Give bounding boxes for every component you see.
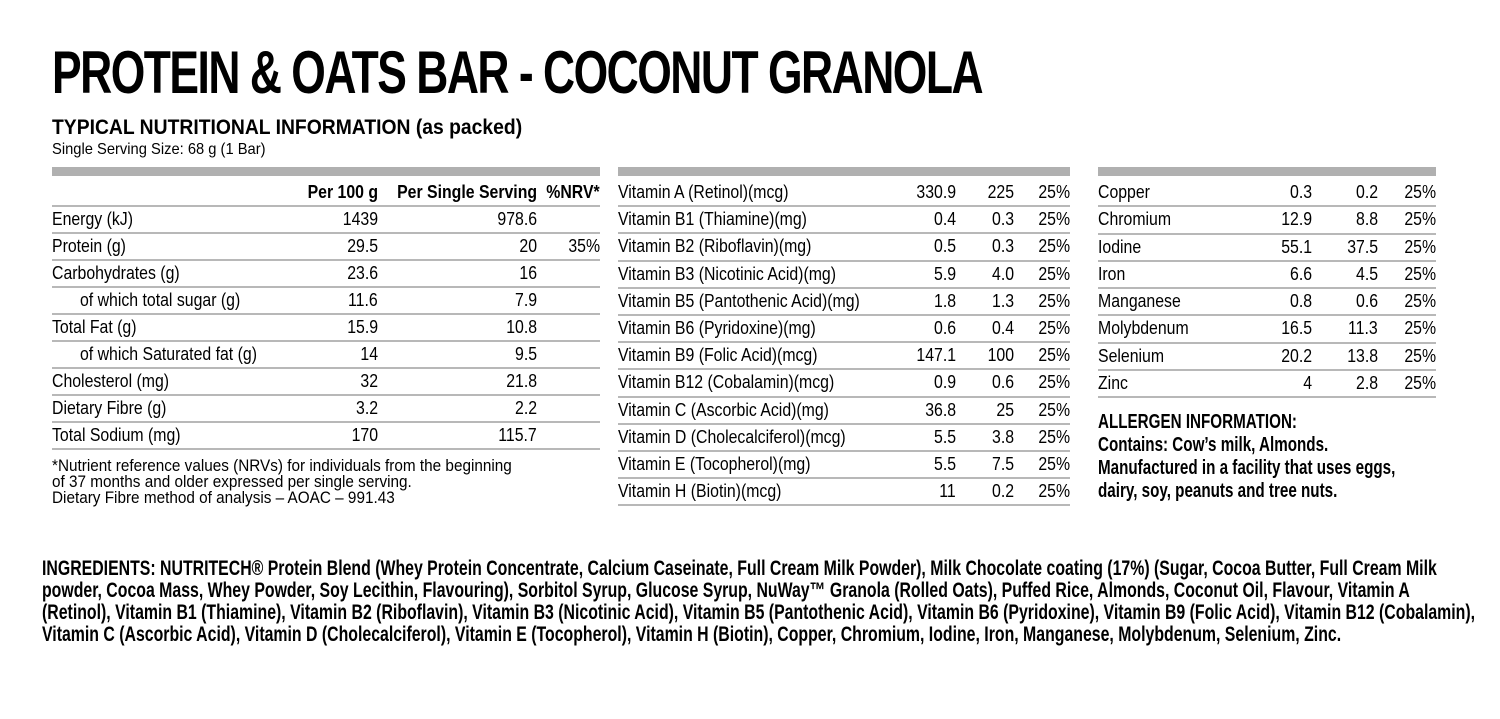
- nutrient-name: [52, 287, 286, 314]
- value-per-serving-text: 0.6: [1355, 291, 1378, 312]
- value-per-serving-text: 1.3: [991, 290, 1014, 311]
- mineral-row: [1098, 234, 1436, 261]
- value-per-100g-text: 11.6: [348, 290, 378, 310]
- value-per-serving: [956, 315, 1014, 342]
- value-per-serving-text: 978.6: [497, 209, 537, 229]
- header-per-serving: Per Single Serving: [378, 180, 537, 206]
- value-per-serving: [956, 369, 1014, 396]
- main-table-header: [52, 180, 600, 206]
- value-per-100g-text: 12.9: [1281, 209, 1312, 230]
- value-per-serving-text: 25: [996, 399, 1014, 420]
- nutrient-name-text: Vitamin B2 (Riboflavin)(mg): [618, 236, 812, 257]
- vitamin-row: [618, 315, 1070, 342]
- value-nrv-text: 25%: [1038, 182, 1070, 202]
- value-per-100g: [286, 287, 377, 314]
- value-nrv-text: 25%: [1038, 372, 1070, 393]
- allergen-facility-cont: dairy, soy, peanuts and tree nuts.: [1098, 480, 1338, 502]
- value-per-100g: [900, 288, 956, 315]
- nutrient-name: [1098, 315, 1248, 342]
- value-per-100g-text: 55.1: [1281, 236, 1312, 257]
- nutrient-name: [618, 342, 900, 369]
- ingredients-list: INGREDIENTS: NUTRITECH® Protein Blend (Whey Protein Concentrate, Calcium Caseinate, Full Cream Milk Powder), Milk Chocolate coating (17%) (Sugar, Cocoa Butter, Full Cream Milk powder, Cocoa Mass, Whey Powder, Soy Lecithin, Flavouring), Sorbitol Syrup, Glucose Syrup, NuWay™ Granola (Rolled Oats), Puffed Rice, Almonds, Coconut Oil, Flavour, Vitamin A (Retinol), Vitamin B1 (Thiamine), Vitamin B2 (Riboflavin), Vitamin B3 (Nicotinic Acid), Vitamin B5 (Pantothenic Acid), Vitamin B6 (Pyridoxine), Vitamin B9 (Folic Acid), Vitamin B12 (Cobalamin), Vitamin C (Ascorbic Acid), Vitamin D (Cholecalciferol), Vitamin E (Tocopherol), Vitamin H (Biotin), Copper, Chromium, Iodine, Iron, Manganese, Molybdenum, Selenium, Zinc.: [42, 557, 1476, 646]
- nutrient-name-text: Vitamin A (Retinol)(mcg): [618, 182, 789, 202]
- nutrient-name: [618, 451, 900, 478]
- value-per-serving: [1312, 261, 1378, 288]
- value-per-serving-text: 4.0: [991, 263, 1014, 284]
- nutrient-name-text: Selenium: [1098, 345, 1165, 366]
- value-nrv-text: 25%: [1038, 426, 1070, 447]
- nutrient-name: [52, 395, 286, 422]
- value-nrv: [1014, 180, 1070, 206]
- mineral-row: [1098, 370, 1436, 397]
- value-nrv: [1378, 288, 1436, 315]
- value-nrv-text: 25%: [1404, 263, 1436, 284]
- nutrient-name-text: Protein (g): [52, 236, 126, 256]
- nutrient-name: [618, 315, 900, 342]
- nutrient-name: [52, 422, 286, 449]
- value-nrv: [537, 314, 600, 341]
- value-per-serving: [1312, 288, 1378, 315]
- value-nrv: [1014, 261, 1070, 288]
- serving-size: Single Serving Size: 68 g (1 Bar): [52, 141, 266, 158]
- value-per-100g-text: 16.5: [1281, 318, 1312, 339]
- value-per-100g-text: 11: [939, 481, 956, 502]
- value-per-100g: [286, 314, 377, 341]
- nutrient-name: [618, 424, 900, 451]
- nutrient-name-text: Copper: [1098, 182, 1150, 202]
- value-per-serving-text: 2.2: [514, 398, 537, 418]
- nutrition-row: [52, 287, 600, 314]
- value-per-100g: [286, 233, 377, 260]
- nutrient-name-text: Manganese: [1098, 291, 1181, 312]
- value-nrv-text: 25%: [1038, 318, 1070, 339]
- value-per-100g-text: 5.5: [933, 454, 956, 475]
- value-per-serving: [1312, 206, 1378, 233]
- nutrient-name-text: Vitamin B3 (Nicotinic Acid)(mg): [618, 263, 837, 284]
- mineral-row: [1098, 343, 1436, 370]
- value-per-100g: [1248, 261, 1312, 288]
- allergen-contains: Contains: Cow’s milk, Almonds.: [1098, 434, 1329, 456]
- nutrient-name: [52, 314, 286, 341]
- nrv-footnote: [52, 458, 512, 506]
- value-per-100g-text: 4: [1303, 373, 1312, 394]
- nutrition-row: [52, 368, 600, 395]
- nutrient-name-text: of which Saturated fat (g): [80, 344, 257, 364]
- vitamin-row: [618, 261, 1070, 288]
- nutrient-name-text: Energy (kJ): [52, 209, 133, 229]
- nutrient-name-text: Vitamin E (Tocopherol)(mg): [618, 454, 811, 475]
- nutrient-name-text: of which total sugar (g): [80, 290, 241, 310]
- allergen-information: [1098, 411, 1395, 503]
- value-nrv-text: 25%: [1038, 209, 1070, 230]
- nutrient-name: [618, 369, 900, 396]
- value-per-100g: [900, 233, 956, 260]
- allergen-heading: ALLERGEN INFORMATION:: [1098, 411, 1297, 433]
- nutrient-name: [52, 206, 286, 233]
- value-per-serving: [956, 233, 1014, 260]
- minerals-table: [1098, 180, 1436, 398]
- value-per-serving-text: 13.8: [1347, 345, 1378, 366]
- vitamin-row: [618, 180, 1070, 206]
- value-nrv-text: 25%: [1404, 236, 1436, 257]
- value-per-100g: [900, 261, 956, 288]
- value-nrv-text: 25%: [1404, 373, 1436, 394]
- value-per-serving-text: 9.5: [514, 344, 537, 364]
- value-per-100g: [1248, 315, 1312, 342]
- nutrition-subtitle: TYPICAL NUTRITIONAL INFORMATION (as packed): [52, 116, 523, 139]
- value-nrv: [537, 341, 600, 368]
- value-nrv: [1014, 315, 1070, 342]
- vitamin-row: [618, 206, 1070, 233]
- value-per-100g-text: 5.9: [933, 263, 956, 284]
- value-per-100g: [1248, 180, 1312, 206]
- mineral-row: [1098, 261, 1436, 288]
- value-nrv: [1014, 369, 1070, 396]
- value-per-serving: [1312, 315, 1378, 342]
- value-per-100g-text: 0.6: [933, 318, 956, 339]
- value-per-serving-text: 225: [987, 182, 1014, 202]
- value-per-serving-text: 8.8: [1355, 209, 1378, 230]
- value-per-serving-text: 21.8: [505, 371, 537, 391]
- value-per-serving-text: 0.6: [991, 372, 1014, 393]
- value-nrv: [537, 206, 600, 233]
- value-per-serving: [378, 314, 537, 341]
- nutrient-name: [618, 233, 900, 260]
- value-per-serving-text: 3.8: [991, 426, 1014, 447]
- value-per-serving-text: 0.2: [1355, 182, 1378, 202]
- value-per-serving-text: 7.5: [991, 454, 1014, 475]
- vitamin-row: [618, 233, 1070, 260]
- nutrient-name: [618, 180, 900, 206]
- nutrient-name: [1098, 234, 1248, 261]
- value-nrv: [1014, 206, 1070, 233]
- value-nrv-text: 25%: [1038, 454, 1070, 475]
- value-nrv: [1378, 206, 1436, 233]
- value-per-serving: [378, 206, 537, 233]
- value-per-100g: [1248, 206, 1312, 233]
- value-per-100g: [1248, 370, 1312, 397]
- value-per-serving: [956, 288, 1014, 315]
- product-title: PROTEIN & OATS BAR - COCONUT GRANOLA: [52, 39, 983, 106]
- value-per-100g-text: 20.2: [1281, 345, 1312, 366]
- value-nrv-text: 25%: [1404, 345, 1436, 366]
- value-per-serving-text: 37.5: [1347, 236, 1378, 257]
- value-per-100g: [900, 451, 956, 478]
- value-per-100g-text: 29.5: [346, 236, 378, 256]
- value-per-serving-text: 0.3: [991, 236, 1014, 257]
- value-nrv: [1378, 180, 1436, 206]
- nutrient-name: [1098, 343, 1248, 370]
- value-per-100g-text: 14: [360, 344, 378, 364]
- footnote-line: of 37 months and older expressed per single serving.: [52, 472, 412, 491]
- value-per-serving: [956, 397, 1014, 424]
- value-per-100g-text: 330.9: [916, 182, 956, 202]
- value-nrv-text: 25%: [1038, 263, 1070, 284]
- value-per-serving: [956, 478, 1014, 505]
- value-per-serving-text: 20: [519, 236, 537, 256]
- value-per-100g: [900, 397, 956, 424]
- value-per-serving: [378, 368, 537, 395]
- nutrient-name: [1098, 370, 1248, 397]
- value-per-100g: [1248, 288, 1312, 315]
- value-per-100g-text: 32: [360, 371, 378, 391]
- nutrient-name: [618, 288, 900, 315]
- value-nrv: [537, 260, 600, 287]
- value-nrv: [1014, 233, 1070, 260]
- nutrition-row: [52, 314, 600, 341]
- value-nrv-text: 25%: [1404, 182, 1436, 202]
- footnote-line: *Nutrient reference values (NRVs) for individuals from the beginning: [52, 456, 512, 475]
- mineral-row: [1098, 206, 1436, 233]
- value-per-100g: [286, 260, 377, 287]
- vitamins-table: [618, 180, 1070, 506]
- value-nrv: [537, 395, 600, 422]
- value-per-serving-text: 16: [519, 263, 537, 283]
- nutrient-name: [52, 341, 286, 368]
- value-per-serving: [956, 451, 1014, 478]
- nutrient-name: [618, 397, 900, 424]
- value-per-serving: [956, 261, 1014, 288]
- value-per-100g-text: 36.8: [925, 399, 956, 420]
- value-per-100g: [900, 478, 956, 505]
- nutrient-name: [618, 478, 900, 505]
- value-per-serving: [1312, 370, 1378, 397]
- value-nrv: [1014, 342, 1070, 369]
- value-nrv: [1014, 288, 1070, 315]
- value-nrv-text: 25%: [1038, 345, 1070, 366]
- value-per-100g: [1248, 343, 1312, 370]
- nutrient-name-text: Dietary Fibre (g): [52, 398, 167, 418]
- value-per-serving: [378, 260, 537, 287]
- value-per-100g: [900, 424, 956, 451]
- value-per-100g: [900, 206, 956, 233]
- value-per-100g-text: 3.2: [355, 398, 378, 418]
- nutrient-name-text: Cholesterol (mg): [52, 371, 170, 391]
- nutrient-name-text: Vitamin H (Biotin)(mcg): [618, 481, 782, 502]
- value-nrv-text: 25%: [1038, 290, 1070, 311]
- value-per-serving: [378, 287, 537, 314]
- value-nrv-text: 25%: [1404, 291, 1436, 312]
- value-nrv-text: 25%: [1404, 318, 1436, 339]
- nutrient-name-text: Molybdenum: [1098, 318, 1189, 339]
- mineral-row: [1098, 315, 1436, 342]
- value-per-serving: [1312, 180, 1378, 206]
- value-nrv-text: 25%: [1038, 399, 1070, 420]
- value-nrv: [1378, 261, 1436, 288]
- value-per-100g: [900, 315, 956, 342]
- value-per-100g-text: 170: [351, 425, 378, 445]
- value-per-serving: [1312, 343, 1378, 370]
- nutrition-row: [52, 422, 600, 449]
- value-per-100g: [1248, 234, 1312, 261]
- mineral-row: [1098, 180, 1436, 206]
- value-per-100g-text: 0.3: [1289, 182, 1312, 202]
- vitamins-table-top-bar: [618, 167, 1070, 176]
- header-per-100g: Per 100 g: [286, 180, 377, 206]
- value-per-100g-text: 15.9: [346, 317, 378, 337]
- nutrient-name-text: Iron: [1098, 263, 1126, 284]
- value-per-serving-text: 10.8: [505, 317, 537, 337]
- value-per-100g: [900, 369, 956, 396]
- value-per-100g: [286, 206, 377, 233]
- value-per-100g: [286, 368, 377, 395]
- value-nrv: [1014, 451, 1070, 478]
- value-per-100g: [286, 395, 377, 422]
- nutrient-name-text: Vitamin D (Cholecalciferol)(mcg): [618, 426, 846, 447]
- nutrition-row: [52, 341, 600, 368]
- value-per-serving-text: 0.3: [991, 209, 1014, 230]
- value-nrv: [537, 422, 600, 449]
- nutrient-name-text: Total Sodium (mg): [52, 425, 181, 445]
- value-nrv: [537, 368, 600, 395]
- nutrient-name: [1098, 206, 1248, 233]
- vitamin-row: [618, 342, 1070, 369]
- value-per-100g-text: 0.5: [933, 236, 956, 257]
- nutrition-row: [52, 260, 600, 287]
- value-per-serving: [378, 395, 537, 422]
- value-nrv: [537, 233, 600, 260]
- value-per-100g-text: 1.8: [933, 290, 956, 311]
- nutrient-name: [52, 260, 286, 287]
- value-per-100g-text: 5.5: [933, 426, 956, 447]
- value-per-100g: [900, 342, 956, 369]
- vitamin-row: [618, 478, 1070, 505]
- value-per-serving-text: 100: [987, 345, 1014, 366]
- value-per-100g-text: 0.9: [933, 372, 956, 393]
- mineral-row: [1098, 288, 1436, 315]
- nutrient-name: [618, 261, 900, 288]
- value-per-100g: [286, 422, 377, 449]
- nutrient-name-text: Zinc: [1098, 373, 1128, 394]
- nutrient-name-text: Vitamin C (Ascorbic Acid)(mg): [618, 399, 829, 420]
- nutrient-name-text: Total Fat (g): [52, 317, 137, 337]
- nutrient-name: [52, 233, 286, 260]
- value-nrv: [1014, 397, 1070, 424]
- value-per-100g-text: 147.1: [916, 345, 956, 366]
- main-nutrition-table: [52, 180, 600, 450]
- nutrient-name: [1098, 261, 1248, 288]
- value-per-serving: [956, 342, 1014, 369]
- vitamin-row: [618, 424, 1070, 451]
- nutrient-name-text: Vitamin B1 (Thiamine)(mg): [618, 209, 807, 230]
- nutrient-name: [618, 206, 900, 233]
- footnote-line: Dietary Fibre method of analysis – AOAC – 991.43: [52, 488, 395, 507]
- value-nrv: [1014, 478, 1070, 505]
- value-per-100g-text: 1439: [342, 209, 378, 229]
- value-per-serving-text: 0.4: [991, 318, 1014, 339]
- value-per-serving: [956, 424, 1014, 451]
- value-per-serving-text: 11.3: [1348, 318, 1378, 339]
- vitamin-row: [618, 369, 1070, 396]
- value-per-serving: [378, 233, 537, 260]
- nutrient-name-text: Vitamin B6 (Pyridoxine)(mg): [618, 318, 816, 339]
- nutrient-name-text: Carbohydrates (g): [52, 263, 180, 283]
- value-per-serving: [1312, 234, 1378, 261]
- vitamin-row: [618, 288, 1070, 315]
- nutrient-name: [1098, 180, 1248, 206]
- nutrient-name-text: Vitamin B9 (Folic Acid)(mcg): [618, 345, 818, 366]
- value-nrv-text: 35%: [568, 236, 600, 256]
- main-table-top-bar: [52, 167, 600, 176]
- nutrition-row: [52, 233, 600, 260]
- value-nrv-text: 25%: [1038, 481, 1070, 502]
- nutrient-name-text: Vitamin B5 (Pantothenic Acid)(mg): [618, 290, 860, 311]
- value-per-serving-text: 0.2: [991, 481, 1014, 502]
- value-per-serving: [956, 206, 1014, 233]
- value-per-serving-text: 7.9: [514, 290, 537, 310]
- value-nrv: [1014, 424, 1070, 451]
- value-per-serving-text: 4.5: [1355, 263, 1378, 284]
- value-nrv: [1378, 234, 1436, 261]
- minerals-table-top-bar: [1098, 167, 1436, 176]
- value-nrv-text: 25%: [1404, 209, 1436, 230]
- nutrient-name: [52, 368, 286, 395]
- value-nrv-text: 25%: [1038, 236, 1070, 257]
- value-nrv: [1378, 315, 1436, 342]
- nutrient-name: [1098, 288, 1248, 315]
- value-per-100g-text: 0.8: [1289, 291, 1312, 312]
- value-per-serving-text: 115.7: [498, 425, 537, 445]
- value-per-100g-text: 23.6: [346, 263, 378, 283]
- header-nrv: %NRV*: [537, 180, 600, 206]
- nutrient-name-text: Iodine: [1098, 236, 1142, 257]
- value-per-100g: [900, 180, 956, 206]
- value-per-serving: [956, 180, 1014, 206]
- nutrition-row: [52, 395, 600, 422]
- value-per-serving-text: 2.8: [1355, 373, 1378, 394]
- nutrient-name-text: Chromium: [1098, 209, 1172, 230]
- value-nrv: [1378, 370, 1436, 397]
- value-per-serving: [378, 341, 537, 368]
- vitamin-row: [618, 397, 1070, 424]
- value-nrv: [537, 287, 600, 314]
- value-per-100g: [286, 341, 377, 368]
- value-per-100g-text: 0.4: [933, 209, 956, 230]
- allergen-facility: Manufactured in a facility that uses eggs,: [1098, 457, 1396, 479]
- header-nutrient: [52, 180, 286, 206]
- value-nrv: [1378, 343, 1436, 370]
- nutrition-row: [52, 206, 600, 233]
- value-per-serving: [378, 422, 537, 449]
- nutrient-name-text: Vitamin B12 (Cobalamin)(mcg): [618, 372, 835, 393]
- vitamin-row: [618, 451, 1070, 478]
- value-per-100g-text: 6.6: [1289, 263, 1312, 284]
